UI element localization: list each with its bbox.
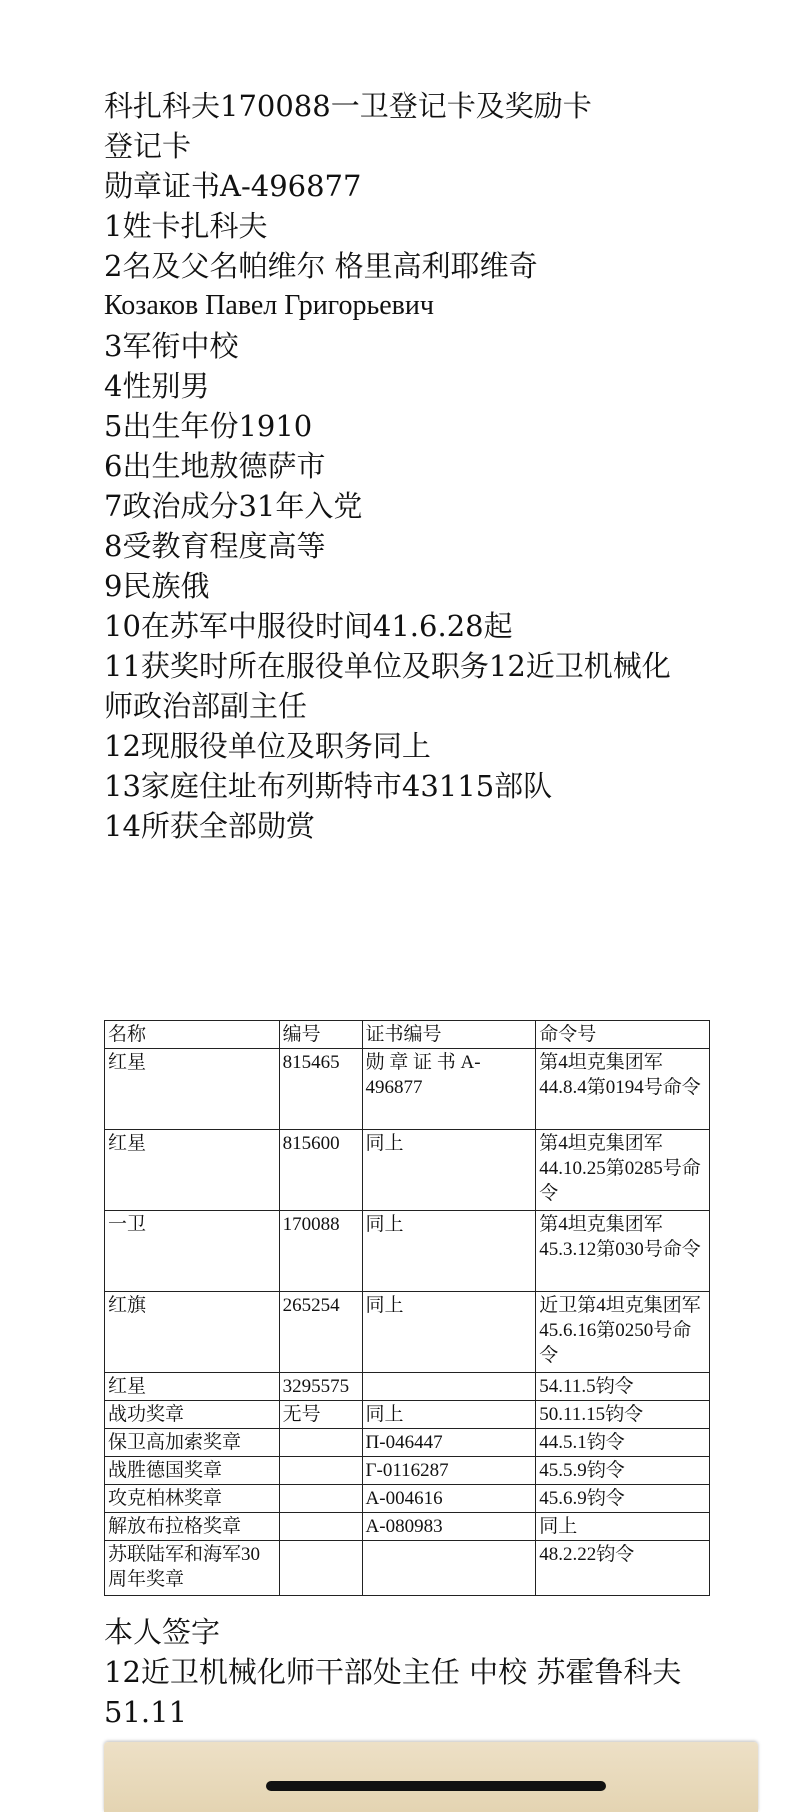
field-awards-heading: 14所获全部勋赏 (104, 809, 315, 843)
cell-award-number: 170088 (279, 1211, 362, 1292)
cell-order: 同上 (536, 1513, 710, 1541)
field-name-patronymic: 2名及父名帕维尔 格里高利耶维奇 (104, 249, 538, 283)
cell-award-name: 一卫 (105, 1211, 280, 1292)
field-address: 13家庭住址布列斯特市43115部队 (104, 769, 553, 803)
cell-certificate: 同上 (362, 1130, 536, 1211)
cell-order: 45.6.9钧令 (536, 1485, 710, 1513)
cell-certificate: 勋 章 证 书 A-496877 (362, 1049, 536, 1130)
cell-order: 50.11.15钧令 (536, 1401, 710, 1429)
cell-award-number (279, 1429, 362, 1457)
cell-award-number (279, 1513, 362, 1541)
table-row (105, 1541, 710, 1596)
signer-title: 12近卫机械化师干部处主任 中校 苏霍鲁科夫 (104, 1655, 682, 1689)
cell-award-name: 战胜德国奖章 (105, 1457, 280, 1485)
field-education: 8受教育程度高等 (104, 529, 326, 563)
table-row (105, 1211, 710, 1292)
field-unit-at-award: 11获奖时所在服役单位及职务12近卫机械化 (104, 649, 671, 683)
header-order: 命令号 (536, 1021, 710, 1049)
field-surname: 1姓卡扎科夫 (104, 209, 268, 243)
header-number: 编号 (279, 1021, 362, 1049)
cell-award-number (279, 1541, 362, 1596)
field-birthplace: 6出生地敖德萨市 (104, 449, 326, 483)
cell-certificate: 同上 (362, 1401, 536, 1429)
cell-award-number: 3295575 (279, 1373, 362, 1401)
field-service-start: 10在苏军中服役时间41.6.28起 (104, 609, 513, 643)
table-row (105, 1513, 710, 1541)
cell-certificate: Г-0116287 (362, 1457, 536, 1485)
doc-title: 科扎科夫170088一卫登记卡及奖励卡 (104, 89, 592, 123)
cell-award-number (279, 1485, 362, 1513)
field-rank: 3军衔中校 (104, 329, 239, 363)
cell-certificate: П-046447 (362, 1429, 536, 1457)
field-party: 7政治成分31年入党 (104, 489, 363, 523)
cell-order: 第4坦克集团军44.8.4第0194号命令 (536, 1049, 710, 1130)
field-birth-year: 5出生年份1910 (104, 409, 313, 443)
cell-order: 48.2.22钧令 (536, 1541, 710, 1596)
cell-award-number: 815465 (279, 1049, 362, 1130)
signature-label: 本人签字 (104, 1615, 221, 1649)
cell-award-number: 无号 (279, 1401, 362, 1429)
cell-award-name: 苏联陆军和海军30周年奖章 (105, 1541, 280, 1596)
russian-full-name: Козаков Павел Григорьевич (104, 290, 434, 321)
cell-award-name: 攻克柏林奖章 (105, 1485, 280, 1513)
table-row (105, 1457, 710, 1485)
header-certificate: 证书编号 (362, 1021, 536, 1049)
cell-award-name: 战功奖章 (105, 1401, 280, 1429)
field-ethnicity: 9民族俄 (104, 569, 210, 603)
cell-order: 54.11.5钧令 (536, 1373, 710, 1401)
document-text (104, 86, 794, 846)
cell-certificate: 同上 (362, 1211, 536, 1292)
cell-certificate: А-004616 (362, 1485, 536, 1513)
cell-award-number: 265254 (279, 1292, 362, 1373)
photo-edge (104, 1742, 758, 1812)
cell-order: 45.5.9钧令 (536, 1457, 710, 1485)
field-unit-at-award-cont: 师政治部副主任 (104, 689, 308, 723)
field-current-unit: 12现服役单位及职务同上 (104, 729, 431, 763)
cell-order: 44.5.1钧令 (536, 1429, 710, 1457)
cell-award-name: 红星 (105, 1130, 280, 1211)
certificate-number: 勋章证书A-496877 (104, 169, 362, 203)
cell-order: 第4坦克集团军44.10.25第0285号命令 (536, 1130, 710, 1211)
cell-award-name: 保卫高加索奖章 (105, 1429, 280, 1457)
home-indicator[interactable] (266, 1781, 606, 1791)
table-row (105, 1292, 710, 1373)
cell-order: 第4坦克集团军45.3.12第030号命令 (536, 1211, 710, 1292)
table-row (105, 1485, 710, 1513)
awards-table (104, 1020, 710, 1596)
cell-award-number: 815600 (279, 1130, 362, 1211)
cell-certificate (362, 1373, 536, 1401)
cell-award-name: 红旗 (105, 1292, 280, 1373)
table-row (105, 1401, 710, 1429)
cell-award-name: 解放布拉格奖章 (105, 1513, 280, 1541)
signature-date: 51.11 (104, 1695, 188, 1729)
table-row (105, 1373, 710, 1401)
cell-certificate (362, 1541, 536, 1596)
signature-section (104, 1612, 794, 1732)
cell-certificate: А-080983 (362, 1513, 536, 1541)
cell-order: 近卫第4坦克集团军45.6.16第0250号命令 (536, 1292, 710, 1373)
cell-award-name: 红星 (105, 1049, 280, 1130)
table-header-row (105, 1021, 710, 1049)
cell-award-number (279, 1457, 362, 1485)
cell-award-name: 红星 (105, 1373, 280, 1401)
card-label: 登记卡 (104, 129, 192, 163)
table-row (105, 1049, 710, 1130)
field-gender: 4性别男 (104, 369, 210, 403)
header-name: 名称 (105, 1021, 280, 1049)
table-row (105, 1130, 710, 1211)
table-row (105, 1429, 710, 1457)
cell-certificate: 同上 (362, 1292, 536, 1373)
